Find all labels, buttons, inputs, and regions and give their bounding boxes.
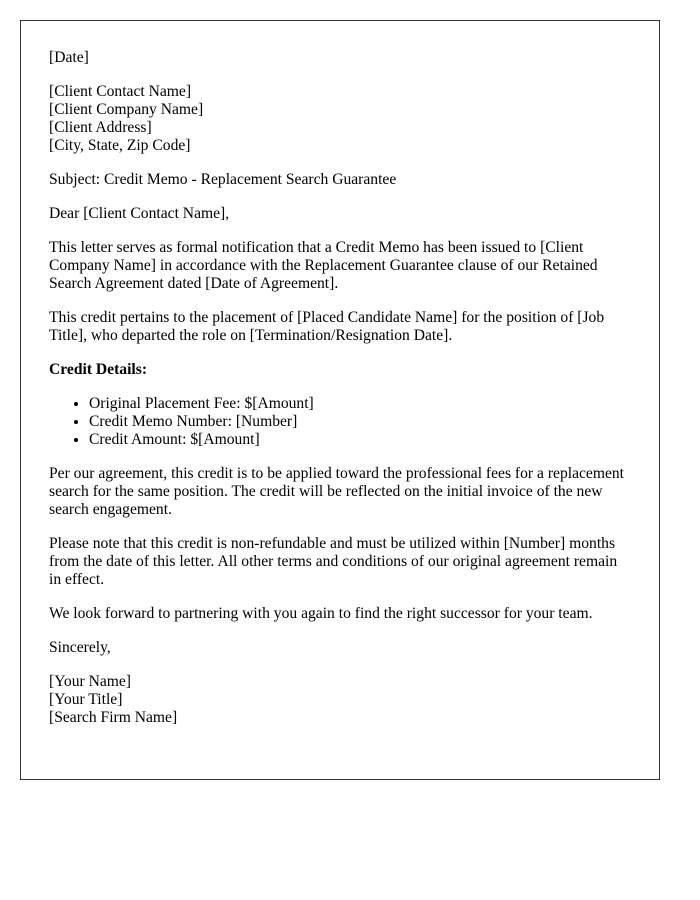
- body-paragraph-terms: Please note that this credit is non-refundable and must be utilized within [Number] months from the date of this letter. All other terms and conditions of our original agreement remain in effect.: [49, 535, 618, 588]
- recipient-company-name: [Client Company Name]: [49, 101, 204, 118]
- credit-details-heading: Credit Details:: [49, 361, 148, 378]
- letter-subject: Subject: Credit Memo - Replacement Search Guarantee: [49, 171, 397, 188]
- body-paragraph-notification: This letter serves as formal notification that a Credit Memo has been issued to [Client Company Name] in accordance with the Replacement Guarantee clause of our Retained Search Agreement dated [Date of Agreement].: [49, 239, 598, 292]
- recipient-contact-name: [Client Contact Name]: [49, 83, 192, 100]
- recipient-city-state-zip: [City, State, Zip Code]: [49, 137, 191, 154]
- signature-name: [Your Name]: [49, 673, 132, 690]
- credit-detail-memo-number: • Credit Memo Number: [Number]: [89, 413, 631, 431]
- recipient-address-block: [49, 83, 631, 155]
- credit-detail-credit-amount: • Credit Amount: $[Amount]: [89, 431, 631, 449]
- letter-date: [Date]: [49, 49, 89, 66]
- body-paragraph-closing-remark: We look forward to partnering with you again to find the right successor for your team.: [49, 605, 593, 622]
- recipient-address: [Client Address]: [49, 119, 152, 136]
- body-paragraph-application: Per our agreement, this credit is to be applied toward the professional fees for a replacement search for the same position. The credit will be reflected on the initial invoice of the new search engagement.: [49, 465, 625, 518]
- signature-title: [Your Title]: [49, 691, 123, 708]
- credit-details-list: [49, 395, 631, 449]
- letter-closing: Sincerely,: [49, 639, 111, 656]
- letter-salutation: Dear [Client Contact Name],: [49, 205, 230, 222]
- signature-block: [49, 673, 631, 727]
- signature-firm: [Search Firm Name]: [49, 709, 178, 726]
- credit-detail-original-fee: • Original Placement Fee: $[Amount]: [89, 395, 631, 413]
- body-paragraph-placement: This credit pertains to the placement of [Placed Candidate Name] for the position of [Job Title], who departed the role on [Termination/Resignation Date].: [49, 309, 605, 344]
- letter-page: [20, 20, 660, 780]
